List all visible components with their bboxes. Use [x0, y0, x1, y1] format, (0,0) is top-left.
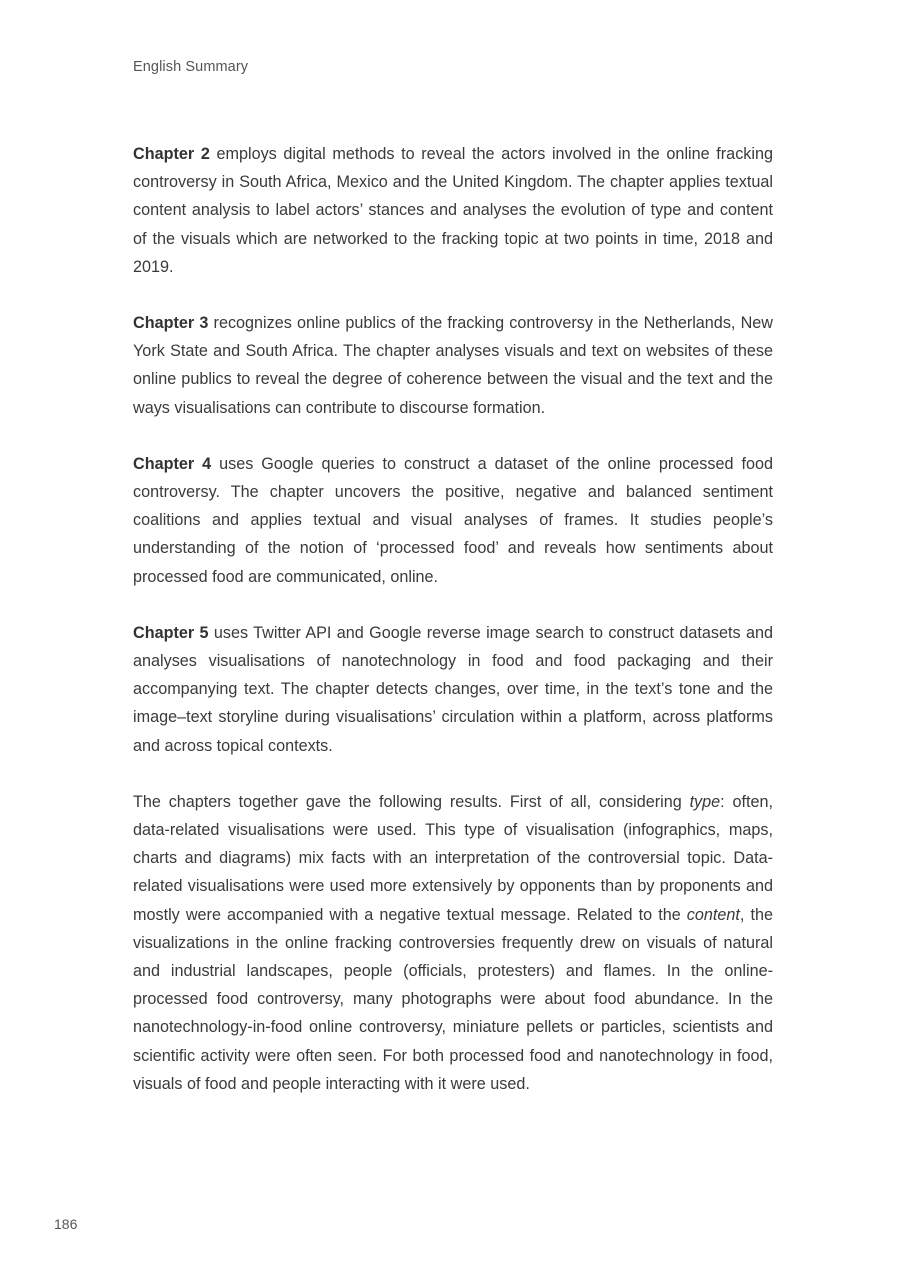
page-body [133, 140, 773, 1126]
results-emphasis-content: content [686, 905, 740, 924]
chapter-4-text: uses Google queries to construct a dataset of the online processed food controversy. The chapter uncovers the positive, negative and balanced sentiment coalitions and applies textual and visual analyses of frames. It studies people’s understanding of the notion of ‘processed food’ and reveals how sentiments about processed food are communicated, online. [133, 454, 773, 586]
chapter-5-text: uses Twitter API and Google reverse image search to construct datasets and analyses visualisations of nanotechnology in food and food packaging and their accompanying text. The chapter detects changes, over time, in the text’s tone and the image–text storyline during visualisations’ circulation within a platform, across platforms and across topical contexts. [133, 623, 773, 755]
paragraph-chapter-5 [133, 619, 773, 760]
paragraph-chapter-4 [133, 450, 773, 591]
chapter-4-heading: Chapter 4 [133, 454, 212, 473]
chapter-3-heading: Chapter 3 [133, 314, 209, 333]
results-text-part-3: , the visualizations in the online fracking controversies frequently drew on visuals of natural and industrial landscapes, people (officials, protesters) and flames. In the online-processed food controversy, many photographs were about food abundance. In the nanotechnology-in-food online controversy, miniature pellets or particles, scientists and scientific activity were often seen. For both processed food and nanotechnology in food, visuals of food and people interacting with it were used. [133, 905, 773, 1093]
chapter-3-text: recognizes online publics of the fracking controversy in the Netherlands, New York State and South Africa. The chapter analyses visuals and text on websites of these online publics to reveal the degree of coherence between the visual and the text and the ways visualisations can contribute to discourse formation. [133, 314, 773, 417]
paragraph-results [133, 788, 773, 1098]
chapter-2-text: employs digital methods to reveal the actors involved in the online fracking controversy in South Africa, Mexico and the United Kingdom. The chapter applies textual content analysis to label actors’ stances and analyses the evolution of type and content of the visuals which are networked to the fracking topic at two points in time, 2018 and 2019. [133, 145, 773, 276]
chapter-5-heading: Chapter 5 [133, 623, 209, 642]
paragraph-chapter-2 [133, 140, 773, 281]
running-header: English Summary [133, 59, 249, 75]
page-number: 186 [54, 1216, 78, 1232]
results-text-part-1: The chapters together gave the following results. First of all, considering [133, 792, 690, 811]
chapter-2-heading: Chapter 2 [133, 145, 210, 163]
results-emphasis-type: type [689, 792, 721, 811]
results-text-part-2: : often, data-related visualisations were used. This type of visualisation (infographics, maps, charts and diagrams) mix facts with an interpretation of the controversial topic. Data-related visualisations were used more extensively by opponents than by proponents and mostly were accompanied with a negative textual message. Related to the [133, 792, 773, 924]
paragraph-chapter-3 [133, 309, 773, 422]
